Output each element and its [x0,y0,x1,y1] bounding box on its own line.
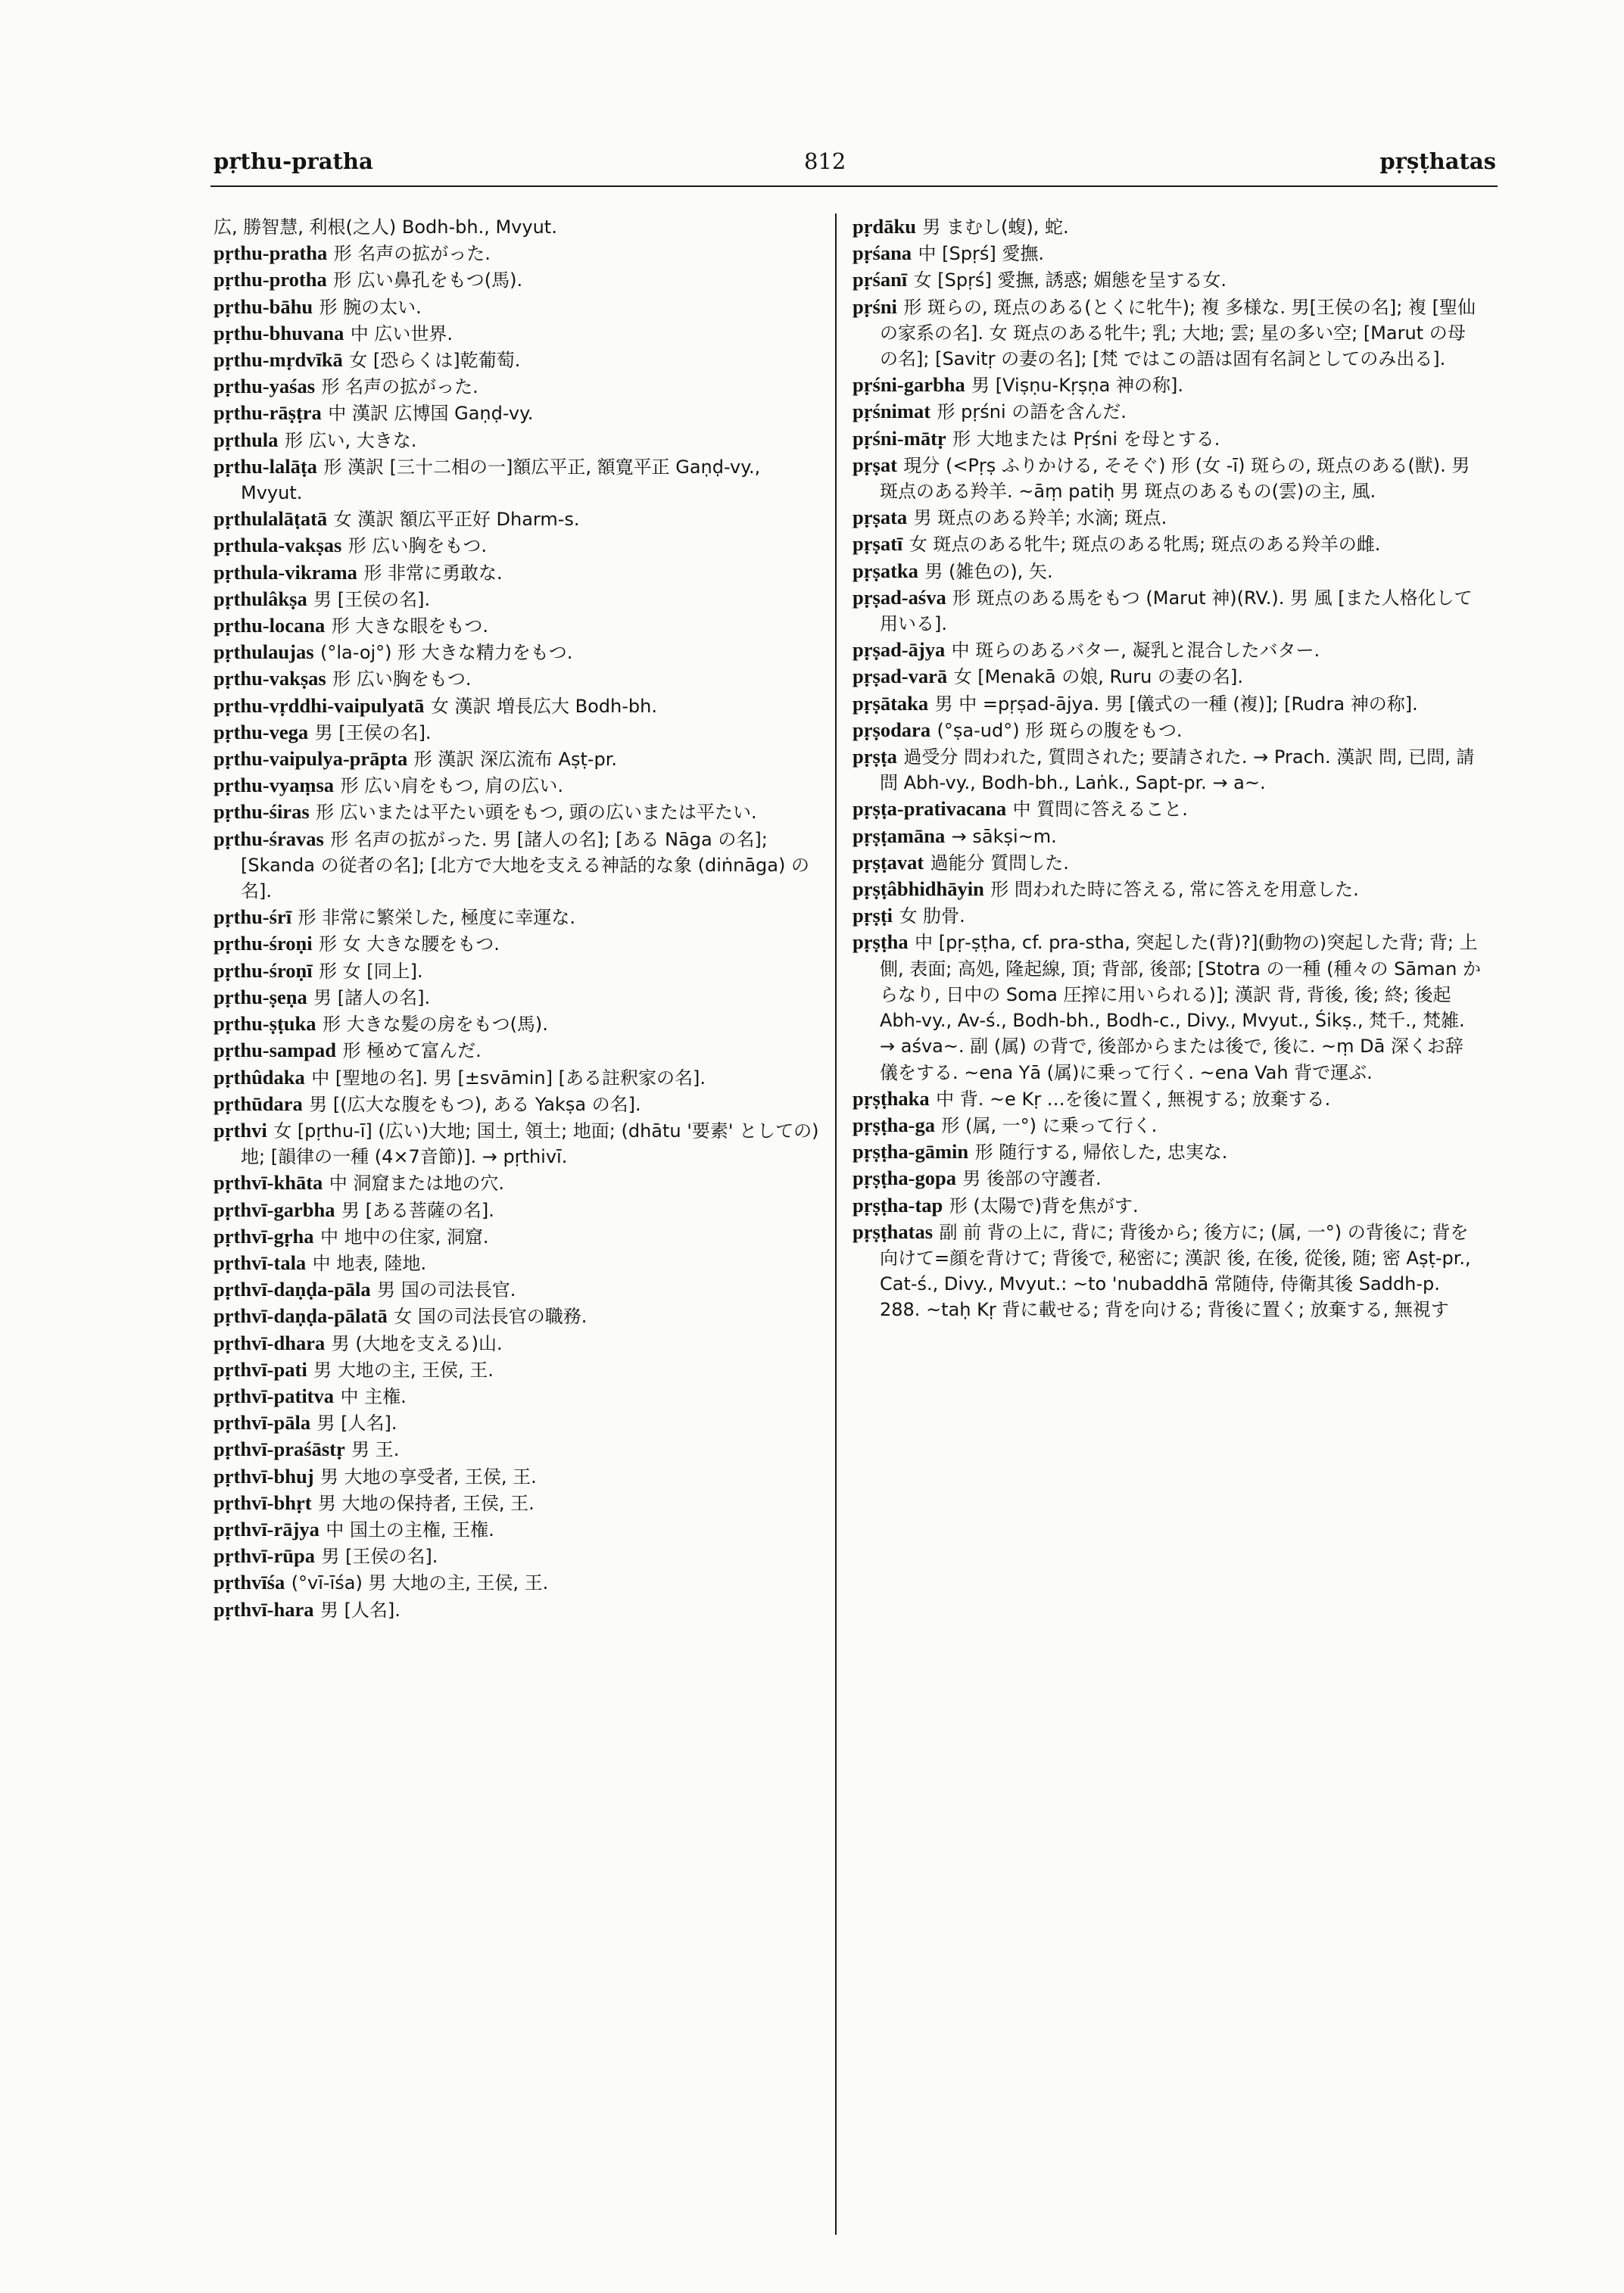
dictionary-entry [214,799,827,825]
headword: pṛthvī-daṇḍa-pāla [214,1278,371,1301]
dictionary-entry [853,849,1481,876]
headword: pṛṣṭâbhidhāyin [853,877,984,901]
definition: 男 大地の主, 王侯, 王. [313,1359,494,1381]
definition: 形 大地または Pṛśni を母とする. [952,428,1220,450]
dictionary-entry [853,690,1481,717]
headword: pṛṣṭhatas [853,1220,934,1243]
headword: pṛśni-garbha [853,373,965,397]
dictionary-entry [214,1516,827,1543]
headword: pṛthvī-bhuj [214,1464,314,1488]
headword: pṛthu-śrī [214,905,292,929]
dictionary-entry [214,746,827,772]
headword: pṛthvī-gṛha [214,1224,314,1248]
headword: pṛthvī-daṇḍa-pālatā [214,1304,388,1328]
dictionary-entry [214,1383,827,1410]
definition: 中 [pṛ-ṣṭha, cf. pra-stha, 突起した(背)?](動物の)突起した背; 背; 上側, 表面; 高処, 隆起線, 頂; 背部, 後部; [Stotra の一種 (種々の Sāman からなり, 日中の Soma 圧搾に用いられる)]; 漢訳 背, 背後, 後; 終; 後起 Abh-vy., Av-ś., Bodh-bh., Bodh-c., Divy., Mvyut., Śikṣ., 梵千., 梵雑. → aśva~. 副 (属) の背で, 後部からまたは後で, 後に. ~ṃ Dā 深くお辞儀をする. ~ena Yā (属)に乗って行く. ~ena Vah 背で運ぶ. [880,932,1481,1083]
header-rule [210,185,1498,187]
dictionary-entry [214,826,827,905]
headword: pṛthu-śravas [214,827,324,850]
definition: 形 問われた時に答える, 常に答えを用意した. [990,879,1359,901]
definition: 男 中 =pṛṣad-ājya. 男 [儀式の一種 (複)]; [Rudra 神の称]. [934,693,1418,715]
headword: pṛthvī-garbha [214,1198,335,1221]
page-number: 812 [804,148,846,174]
definition: 過受分 問われた, 質問された; 要請された. → Prach. 漢訳 問, 已問, 請問 Abh-vy., Bodh-bh., Laṅk., Sapt-pr. → a~. [880,746,1475,794]
definition: 現分 (<Pṛṣ ふりかける, そそぐ) 形 (女 -ī) 斑らの, 斑点のある(獣). 男 斑点のある羚羊. ~āṃ patiḥ 男 斑点のあるもの(雲)の主, 風. [880,454,1476,503]
dictionary-entry [214,1011,827,1037]
headword: pṛthula [214,428,279,451]
definition: 形 広い鼻孔をもつ(馬). [333,269,523,291]
dictionary-entry [214,984,827,1011]
headword: pṛthu-bāhu [214,294,313,318]
headword: pṛthvīśa [214,1571,285,1594]
definition: 女 漢訳 額広平正好 Dharm-s. [333,509,580,531]
headword: pṛṣad-varā [853,665,948,688]
headword: pṛthula-vikrama [214,560,357,584]
headword: pṛthu-śiras [214,800,310,824]
definition: 男 大地の保持者, 王侯, 王. [318,1492,535,1514]
dictionary-entry [214,1490,827,1516]
running-head-right: pṛṣṭhatas [1379,148,1496,174]
headword: pṛthu-rāṣṭra [214,401,322,425]
dictionary-entry [214,1569,827,1596]
headword: pṛthu-śroṇī [214,958,313,982]
headword: pṛṣṭavat [853,850,924,874]
dictionary-entry [214,1223,827,1250]
definition: 男 [王侯の名]. [321,1546,438,1568]
definition: 男 (大地を支える)山. [331,1332,503,1354]
headword: pṛśnimat [853,400,931,423]
definition: 男 [ある菩薩の名]. [341,1199,494,1221]
headword: pṛthulâkṣa [214,587,307,610]
dictionary-entry [214,532,827,559]
dictionary-entry [853,213,1481,240]
definition: 男 [人名]. [320,1599,401,1621]
column-divider [835,213,837,2235]
definition: 形 斑点のある馬をもつ (Marut 神)(RV.). 男 風 [また人格化して用いる]. [880,587,1473,635]
dictionary-entry [214,1303,827,1329]
headword: pṛthu-vakṣas [214,667,326,690]
dictionary-entry [853,1165,1481,1192]
dictionary-entry [853,372,1481,398]
headword: pṛthu-śroṇi [214,932,313,955]
headword: pṛṣṭha-ga [853,1113,935,1136]
definition: 形 女 大きな腰をもつ. [319,933,500,955]
dictionary-entry [214,347,827,373]
definition: 中 国土の主権, 王権. [326,1519,494,1541]
definition: 女 漢訳 増長広大 Bodh-bh. [430,695,657,717]
definition: 中 広い世界. [350,322,454,344]
definition: 男 [Viṣṇu-Kṛṣṇa 神の称]. [971,375,1183,397]
dictionary-entry [853,240,1481,266]
definition: 女 [恐らくは]乾葡萄. [349,350,521,372]
dictionary-entry [853,266,1481,293]
definition: 男 王. [351,1439,400,1461]
headword: pṛṣṭha [853,930,909,954]
dictionary-entry [214,1330,827,1357]
definition: 男 [人名]. [316,1413,397,1435]
definition: 中 [Spṛś] 愛撫. [918,243,1044,265]
dictionary-entry [214,506,827,532]
dictionary-entry [214,294,827,320]
dictionary-entry [214,958,827,984]
dictionary-entry [853,531,1481,557]
headword: pṛṣṭa-prativacana [853,797,1007,821]
dictionary-entry [853,1139,1481,1165]
dictionary-entry [853,1192,1481,1219]
dictionary-entry [214,559,827,586]
definition: 形 名声の拡がった. [321,376,478,398]
headword: pṛthvī-bhṛt [214,1491,312,1514]
headword: pṛthvī-dhara [214,1331,326,1354]
definition: 男 [王侯の名]. [313,588,431,610]
dictionary-entry [214,373,827,400]
dictionary-entry [214,1064,827,1091]
definition: 形 (属, 一°) に乗って行く. [941,1114,1158,1136]
dictionary-entry [853,504,1481,531]
headword: pṛthūdara [214,1092,303,1115]
definition: 形 pṛśni の語を含んだ. [937,401,1127,423]
definition: 過能分 質問した. [930,852,1069,874]
dictionary-entry [853,717,1481,743]
definition: 形 広い胸をもつ. [332,668,472,690]
dictionary-entry [853,294,1481,372]
dictionary-entry [853,637,1481,663]
headword: pṛthvī-rūpa [214,1544,315,1568]
definition: 形 広いまたは平たい頭をもつ, 頭の広いまたは平たい. [316,802,757,824]
definition: 形 漢訳 深広流布 Aṣṭ-pr. [413,749,618,771]
dictionary-entry [853,398,1481,425]
dictionary-entry [214,453,827,506]
definition: 形 随行する, 帰依した, 忠実な. [974,1142,1228,1164]
definition: 形 名声の拡がった. 男 [諸人の名]; [ある Nāga の名]; [Skanda の従者の名]; [北方で大地を支える神話的な象 (diṅnāga) の名]. [241,828,809,902]
headword: pṛthu-mṛdvīkā [214,348,343,372]
dictionary-entry [853,796,1481,822]
dictionary-entry [853,876,1481,902]
definition: 女 肋骨. [899,905,965,927]
headword: pṛṣatī [853,532,903,556]
definition: 形 漢訳 [三十二相の一]額広平正, 額寛平正 Gaṇḍ-vy., Mvyut. [241,456,766,504]
headword: pṛthula-vakṣas [214,534,342,557]
definition: 中 質問に答えること. [1012,799,1188,821]
headword: pṛṣātaka [853,691,929,715]
definition: 形 広い胸をもつ. [348,535,488,557]
definition: (°vī-īśa) 男 大地の主, 王侯, 王. [291,1572,549,1594]
dictionary-entry [214,1410,827,1436]
definition: 男 後部の守護者. [962,1168,1102,1190]
headword: pṛthu-protha [214,268,327,291]
definition: 形 非常に勇敢な. [363,562,503,584]
dictionary-entry [214,427,827,453]
headword: pṛṣodara [853,718,931,741]
headword: pṛthvī-pati [214,1357,307,1381]
dictionary-entry [853,584,1481,637]
definition: 女 国の司法長官の職務. [394,1306,588,1328]
dictionary-entry [853,902,1481,929]
definition: 形 斑らの, 斑点のある(とくに牝牛); 複 多様な. 男[王侯の名]; 複 [聖仙の家系の名]. 女 斑点のある牝牛; 乳; 大地; 雲; 星の多い空; [Marut の母の名]; [Savitṛ の妻の名]; [梵 ではこの語は固有名詞としてのみ出る]. [880,296,1476,370]
headword: pṛthu-vega [214,720,309,743]
definition: 形 大きな髪の房をもつ(馬). [322,1014,548,1036]
headword: pṛthu-sampad [214,1039,336,1062]
headword: pṛthu-vaipulya-prāpta [214,747,408,771]
dictionary-entry [214,1117,827,1170]
dictionary-entry [853,929,1481,1085]
dictionary-entry [214,930,827,957]
definition: 女 [Spṛś] 愛撫, 誘惑; 媚態を呈する女. [913,269,1227,291]
headword: pṛthu-locana [214,614,326,637]
definition: 形 女 [同上]. [319,960,423,982]
definition: 形 広い肩をもつ, 肩の広い. [340,775,563,797]
dictionary-entry [214,719,827,746]
definition: 中 漢訳 広博国 Gaṇḍ-vy. [328,403,534,425]
dictionary-entry [214,266,827,293]
dictionary-entry [853,1086,1481,1112]
headword: pṛthvī-praśāstṛ [214,1438,345,1461]
dictionary-entry [214,400,827,426]
headword: pṛśanī [853,268,908,291]
headword: pṛthvī-khāta [214,1171,323,1195]
headword: pṛthvī-tala [214,1251,307,1274]
definition: 広, 勝智慧, 利根(之人) Bodh-bh., Mvyut. [214,217,557,238]
headword: pṛthûdaka [214,1065,305,1089]
dictionary-entry [214,665,827,692]
headword: pṛthulaujas [214,640,314,664]
dictionary-entry [214,1170,827,1196]
dictionary-entry [214,1037,827,1064]
headword: pṛśni [853,294,897,318]
definition: 形 大きな眼をもつ. [331,615,488,637]
headword: pṛṣad-aśva [853,585,946,609]
headword: pṛṣad-ājya [853,638,946,662]
headword: pṛṣatka [853,559,918,582]
dictionary-entry [214,240,827,266]
dictionary-entry [214,213,827,240]
definition: 中 地表, 陸地. [312,1252,427,1274]
definition: (°la-oj°) 形 大きな精力をもつ. [320,642,573,664]
definition: → sākṣi~m. [951,825,1057,847]
dictionary-entry [853,425,1481,452]
dictionary-entry [853,558,1481,584]
definition: 男 斑点のある羚羊; 水滴; 斑点. [913,507,1167,529]
headword: pṛdāku [853,215,916,238]
headword: pṛthu-pratha [214,241,328,265]
dictionary-entry [214,904,827,930]
headword: pṛthvī-pāla [214,1411,311,1435]
dictionary-entry [853,1112,1481,1139]
dictionary-entry [853,1219,1481,1323]
headword: pṛṣata [853,506,908,529]
definition: 女 斑点のある牝牛; 斑点のある牝馬; 斑点のある羚羊の雌. [909,534,1381,556]
dictionary-entry [214,1436,827,1463]
definition: 中 地中の住家, 洞窟. [320,1226,489,1248]
definition: (°ṣa-ud°) 形 斑らの腹をもつ. [937,719,1183,741]
left-column [214,213,827,1623]
headword: pṛthu-yaśas [214,375,316,398]
headword: pṛthvī-patitva [214,1384,334,1407]
headword: pṛṣṭha-tap [853,1193,943,1217]
dictionary-entry [853,823,1481,849]
dictionary-entry [214,1197,827,1223]
headword: pṛthu-ṣṭuka [214,1012,316,1036]
headword: pṛthvi [214,1118,267,1142]
headword: pṛṣat [853,453,897,476]
definition: 中 背. ~e Kṛ …を後に置く, 無視する; 放棄する. [936,1088,1331,1110]
definition: 中 斑らのあるバター, 凝乳と混合したバター. [951,640,1320,662]
definition: 中 主権. [340,1385,407,1407]
dictionary-entry [214,1543,827,1569]
definition: 形 極めて富んだ. [342,1040,482,1062]
running-head-left: pṛthu-pratha [214,148,373,174]
dictionary-entry [214,612,827,639]
headword: pṛśni-mātṛ [853,426,946,450]
right-column [853,213,1481,1323]
headword: pṛthu-bhuvana [214,321,344,344]
dictionary-entry [853,663,1481,690]
headword: pṛṣṭha-gopa [853,1167,956,1190]
headword: pṛṣṭha-gāmin [853,1140,969,1164]
dictionary-entry [214,320,827,347]
definition: 男 [王侯の名]. [314,721,432,743]
dictionary-entry [214,1597,827,1623]
dictionary-entry [214,1357,827,1383]
definition: 形 (太陽で)背を焦がす. [949,1195,1139,1217]
dictionary-entry [214,693,827,719]
definition: 男 (雑色の), 矢. [924,560,1053,582]
headword: pṛthu-vṛddhi-vaipulyatā [214,693,425,717]
definition: 男 [諸人の名]. [313,986,431,1008]
definition: 女 [Menakā の娘, Ruru の妻の名]. [953,666,1243,688]
headword: pṛṣṭamāna [853,824,946,847]
definition: 男 大地の享受者, 王侯, 王. [320,1466,537,1488]
definition: 中 [聖地の名]. 男 [±svāmin] [ある註釈家の名]. [311,1067,706,1089]
definition: 形 非常に繁栄した, 極度に幸運な. [298,907,576,929]
headword: pṛthu-ṣeṇa [214,985,307,1008]
dictionary-entry [214,586,827,612]
headword: pṛṣṭhaka [853,1086,930,1110]
dictionary-entry [214,639,827,665]
definition: 形 広い, 大きな. [284,429,417,451]
dictionary-entry [214,1250,827,1276]
definition: 男 [(広大な腹をもつ), ある Yakṣa の名]. [309,1093,641,1115]
dictionary-entry [214,1276,827,1303]
dictionary-entry [214,772,827,799]
dictionary-entry [853,743,1481,796]
headword: pṛthvī-hara [214,1597,314,1621]
definition: 中 洞窟または地の穴. [329,1173,505,1195]
headword: pṛṣṭa [853,745,897,768]
page-header [214,148,1496,182]
definition: 男 まむし(蝮), 蛇. [922,217,1069,238]
headword: pṛthulalāṭatā [214,507,328,531]
definition: 男 国の司法長官. [377,1279,516,1301]
headword: pṛśana [853,241,912,265]
headword: pṛthvī-rājya [214,1517,320,1541]
headword: pṛthu-vyaṃsa [214,774,335,797]
dictionary-entry [853,452,1481,504]
dictionary-entry [214,1091,827,1117]
dictionary-entry [214,1463,827,1490]
definition: 副 前 背の上に, 背に; 背後から; 後方に; (属, 一°) の背後に; 背を向けて=顔を背けて; 背後で, 秘密に; 漢訳 後, 在後, 從後, 随; 密 Aṣṭ-pr., Cat-ś., Divy., Mvyut.: ~to 'nubaddhā 常随侍, 侍衛其後 Saddh-p. 288. ~taḥ Kṛ 背に載せる; 背を向ける; 背後に置く; 放棄する, 無視す [880,1221,1477,1321]
definition: 形 腕の太い. [319,296,422,318]
headword: pṛthu-lalāṭa [214,454,317,478]
definition: 形 名声の拡がった. [333,243,491,265]
definition: 女 [pṛthu-ī] (広い)大地; 国土, 領土; 地面; (dhātu '要素' としての)地; [韻律の一種 (4×7音節)]. → pṛthivī. [241,1120,819,1168]
headword: pṛṣṭi [853,904,893,927]
